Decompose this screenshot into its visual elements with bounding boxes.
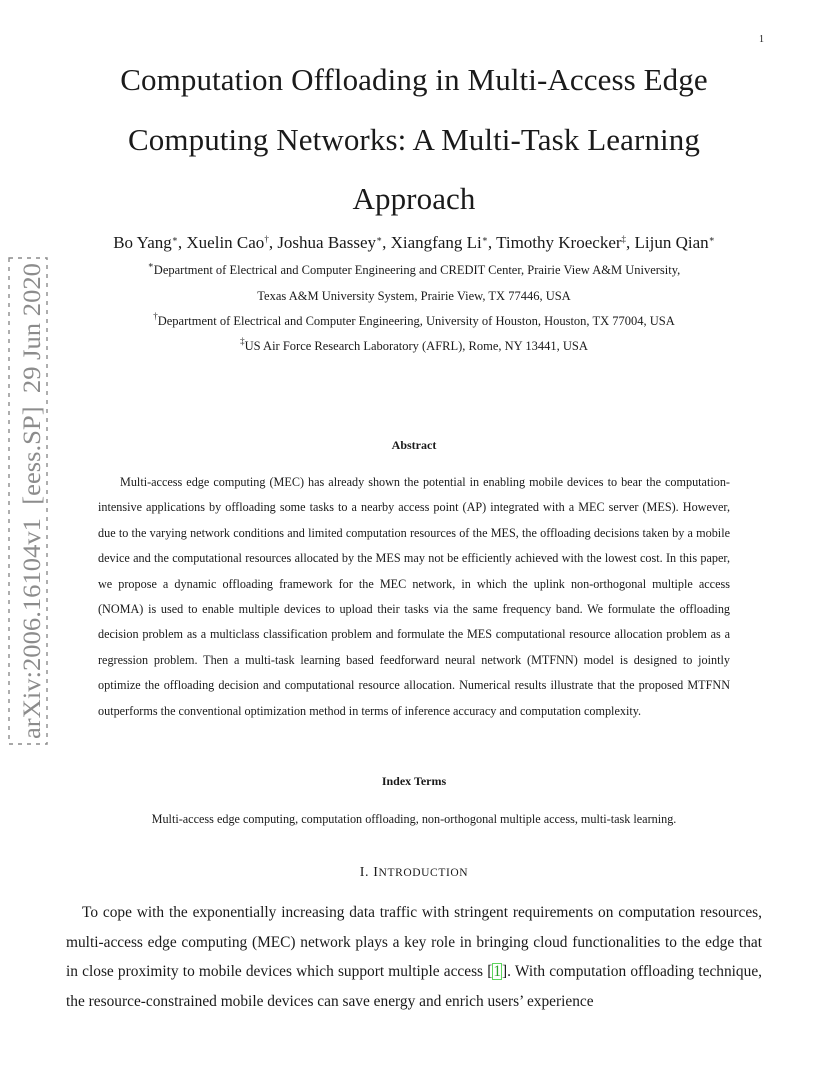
author-name: Timothy Kroecker [496, 233, 622, 252]
author-name: Joshua Bassey [277, 233, 377, 252]
author-affiliation-mark: ∗ [376, 234, 383, 244]
affiliation-text: Department of Electrical and Computer Engineering and CREDIT Center, Prairie View A&M University, [153, 263, 681, 277]
index-terms-heading: Index Terms [381, 774, 447, 788]
author-separator: , [626, 233, 635, 252]
affiliation-mark: ∗ [147, 260, 154, 270]
author-affiliation-mark: ‡ [621, 234, 627, 244]
arxiv-stamp-text: arXiv:2006.16104v1 [eess.SP] 29 Jun 2020 [19, 291, 46, 739]
author-separator: , [268, 233, 278, 252]
author-affiliation-mark: ∗ [171, 234, 178, 244]
author-affiliation-mark: † [264, 234, 269, 244]
affiliation-mark: † [153, 311, 158, 321]
intro-text: To cope with the exponentially increasing data traffic with stringent requirements on computation resources, multi-access edge computing (MEC) network plays a key role in bringing cloud functionalities to the edge that in close proximity to mobile devices which support multiple access [ [66, 904, 762, 980]
author-affiliation-mark: ∗ [481, 234, 488, 244]
abstract-body [98, 470, 730, 724]
section-heading [0, 865, 828, 881]
author-separator: , [487, 233, 497, 252]
paper-title-line-1: Computation Offloading in Multi-Access Edge [120, 62, 708, 97]
index-terms-text: Multi-access edge computing, computation offloading, non-orthogonal multiple access, multi-task learning. [151, 812, 677, 826]
affiliation-text: Department of Electrical and Computer Engineering, University of Houston, Houston, TX 77004, USA [157, 314, 675, 328]
introduction-paragraph [66, 898, 762, 1016]
arxiv-stamp [6, 256, 56, 746]
author-name: Lijun Qian [634, 233, 709, 252]
affiliation-text: Texas A&M University System, Prairie View, TX 77446, USA [257, 289, 571, 303]
author-name: Bo Yang [113, 233, 172, 252]
author-affiliation-mark: ∗ [708, 234, 715, 244]
affiliation-line [0, 289, 828, 304]
paper-title-line-3: Approach [352, 181, 476, 216]
intro-text-continued: ]. With computation offloading technique, the resource-constrained mobile devices can save energy and enrich users’ experience [66, 963, 763, 1010]
section-title-rest: NTRODUCTION [378, 867, 469, 879]
arxiv-stamp-graphic [6, 256, 56, 746]
affiliation-line [0, 311, 828, 329]
abstract-text: Multi-access edge computing (MEC) has already shown the potential in enabling mobile devices to bear the computation-intensive applications by offloading some tasks to a nearby access point (AP) integrated with a MEC server (MES). However, due to the varying network conditions and limited computation resources of the MES, the offloading decisions taken by a mobile device and the computational resources allocated by the MES may not be efficiently achieved with the lowest cost. In this paper, we propose a dynamic offloading framework for the MEC network, in which the uplink non-orthogonal multiple access (NOMA) is used to enable multiple devices to upload their tasks via the same frequency band. We formulate the offloading decision problem as a multiclass classification problem and formulate the MES computational resource allocation problem as a regression problem. Then a multi-task learning based feedforward neural network (MTFNN) model is designed to jointly optimize the offloading decision and computational resource allocation. Numerical results illustrate that the proposed MTFNN outperforms the conventional optimization method in terms of inference accuracy and computation complexity. [98, 475, 730, 718]
author-name: Xiangfang Li [390, 233, 482, 252]
citation-link[interactable]: 1 [493, 963, 502, 980]
affiliation-mark: ‡ [240, 336, 245, 346]
affiliation-line [0, 260, 828, 278]
abstract-heading: Abstract [391, 438, 437, 452]
author-list [0, 233, 828, 253]
section-title-initial: I [373, 865, 379, 880]
section-number: I. [359, 865, 370, 880]
page-number: 1 [759, 34, 764, 45]
author-separator: , [177, 233, 187, 252]
affiliation-line [0, 336, 828, 354]
author-separator: , [382, 233, 391, 252]
affiliation-text: US Air Force Research Laboratory (AFRL), Rome, NY 13441, USA [244, 339, 588, 353]
author-name: Xuelin Cao [186, 233, 265, 252]
paper-title-line-2: Computing Networks: A Multi-Task Learning [128, 122, 700, 157]
